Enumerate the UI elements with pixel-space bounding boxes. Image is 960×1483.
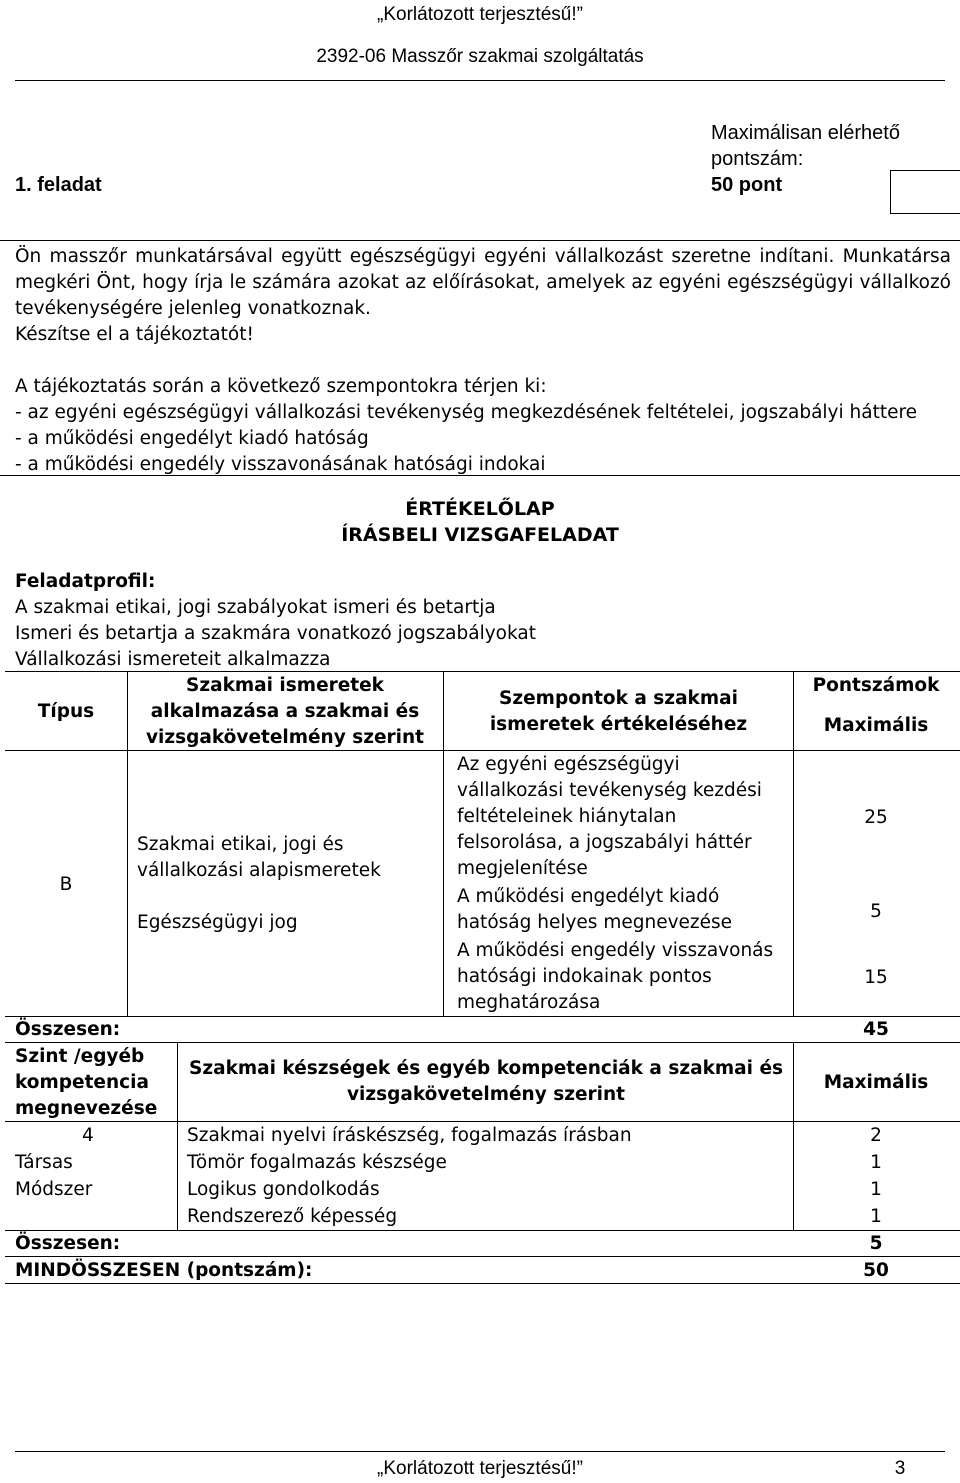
table1-criterion: Az egyéni egészségügyi vállalkozási tevékenység kezdési feltételeinek hiánytalan felsorolása, a jogszabályi háttér megjelenítése [457,754,762,879]
table2-head-level: Szint /egyéb kompetencia megnevezése [15,1046,158,1119]
table1-knowledge-item: Szakmai etikai, jogi és vállalkozási alapismeretek [137,834,381,881]
table2-points: 1 [870,1179,882,1200]
score-box [890,170,960,214]
evaluation-title [0,496,960,548]
grand-total-value: 50 [863,1260,889,1281]
table2-level: 4 [82,1125,94,1146]
task-instruction: Készítse el a tájékoztatót! [15,324,254,345]
table2-skill: Rendszerező képesség [187,1206,398,1227]
table1-total-value: 45 [863,1019,889,1040]
table2-total-label: Összesen: [15,1233,121,1254]
task-aspect: - a működési engedélyt kiadó hatóság [15,428,369,449]
table2-col-divider [177,1042,178,1230]
table2-points: 1 [870,1206,882,1227]
profile-item: Vállalkozási ismereteit alkalmazza [15,649,331,670]
header-subtitle: 2392-06 Masszőr szakmai szolgáltatás [316,46,644,67]
table2-points: 1 [870,1152,882,1173]
task-profile [15,569,945,673]
table1-col-divider [127,671,128,1016]
task-aspect: - az egyéni egészségügyi vállalkozási tevékenység megkezdésének feltételei, jogszabályi háttere [15,402,918,423]
table2-head-max: Maximális [823,1072,929,1093]
evaluation-title-line2: ÍRÁSBELI VIZSGAFELADAT [341,524,619,546]
table2-level: Módszer [15,1179,93,1200]
table1-head-points: Pontszámok [812,675,940,696]
table2-skill: Tömör fogalmazás készsége [187,1152,447,1173]
table1-col-divider [793,671,794,1016]
table1-col-divider [443,671,444,1016]
footer-text: „Korlátozott terjesztésű!” [377,1458,583,1479]
table1-points: 25 [864,807,888,828]
table1-criterion: A működési engedélyt kiadó hatóság helyes megnevezése [457,886,733,933]
task-description [15,244,951,478]
table2-points: 2 [870,1125,882,1146]
table1-type-value: B [59,874,73,895]
table2-skill: Logikus gondolkodás [187,1179,380,1200]
max-points-value: 50 pont [711,174,783,196]
profile-item: A szakmai etikai, jogi szabályokat ismeri és betartja [15,597,496,618]
task-aspect: - a működési engedély visszavonásának hatósági indokai [15,454,546,475]
table2-skill: Szakmai nyelvi íráskészség, fogalmazás írásban [187,1125,632,1146]
profile-item: Ismeri és betartja a szakmára vonatkozó jogszabályokat [15,623,536,644]
table2-total-value: 5 [869,1233,883,1254]
page-number: 3 [894,1458,906,1479]
task-intro: Ön masszőr munkatársával együtt egészségügyi egyéni vállalkozást szeretne indítani. Munkatársa megkéri Önt, hogy írja le számára azokat az előírásokat, amelyek az egyéni egészségügyi vállalkozó tevékenységére jelenleg vonatkoznak. [15,246,951,319]
table1-knowledge-item: Egészségügyi jog [137,912,298,933]
table1-points: 5 [870,901,882,922]
table1-top-border [5,671,960,672]
table1-criterion: A működési engedély visszavonás hatósági indokainak pontos meghatározása [457,940,774,1013]
header-divider [15,80,945,81]
header-title: „Korlátozott terjesztésű!” [377,4,583,25]
table2-col-divider [793,1042,794,1230]
table2-head-skills: Szakmai készségek és egyéb kompetenciák a szakmai és vizsgakövetelmény szerint [189,1058,783,1105]
task-label: 1. feladat [15,174,102,196]
table2-level: Társas [15,1152,73,1173]
table1-head-criteria: Szempontok a szakmai ismeretek értékeléséhez [489,688,748,735]
table1-total-label: Összesen: [15,1019,121,1040]
profile-label: Feladatprofil: [15,571,156,592]
table1-head-knowledge: Szakmai ismeretek alkalmazása a szakmai és vizsgakövetelmény szerint [145,675,425,748]
max-points-label: Maximálisan elérhető pontszám: [711,122,900,170]
evaluation-title-line1: ÉRTÉKELŐLAP [405,498,555,520]
footer-divider [15,1451,945,1452]
table1-head-max: Maximális [823,715,929,736]
grand-total-label: MINDÖSSZESEN (pontszám): [15,1260,313,1281]
table1-head-type: Típus [37,701,95,722]
task-aspects-title: A tájékoztatás során a következő szempontokra térjen ki: [15,376,547,397]
table1-points: 15 [864,967,888,988]
